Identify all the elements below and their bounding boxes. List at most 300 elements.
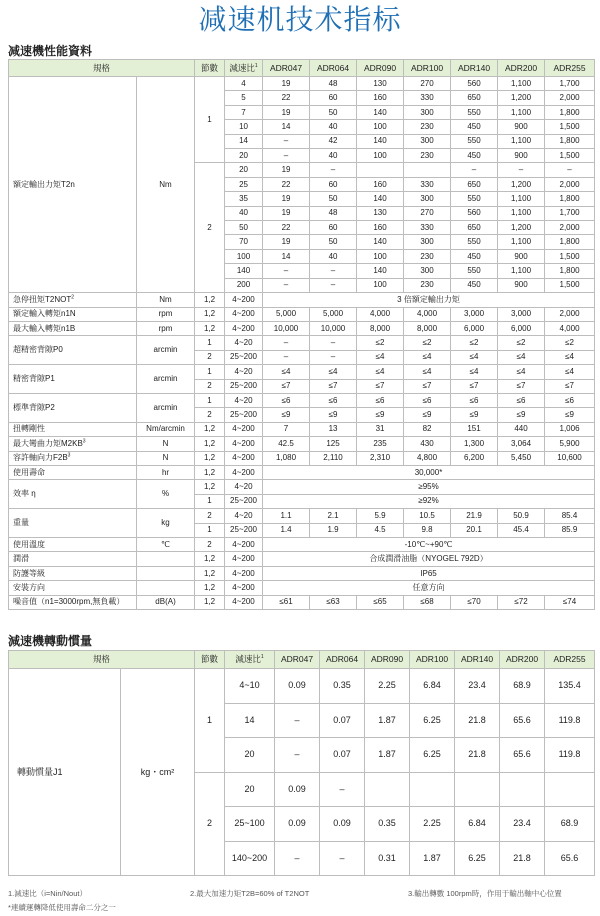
- value-cell: 65.6: [545, 841, 595, 876]
- rated-input-speed-row: [9, 307, 595, 321]
- value-cell: ≤7: [498, 379, 545, 393]
- value-cell: 10,000: [310, 321, 357, 335]
- unit-cell: arcmin: [137, 393, 195, 422]
- stage-cell: 1: [195, 494, 225, 508]
- value-cell: 1,500: [545, 149, 595, 163]
- value-cell: 160: [357, 91, 404, 105]
- ratio-cell: 140: [225, 264, 263, 278]
- value-cell: 6.25: [410, 703, 455, 738]
- value-cell: 45.4: [498, 523, 545, 537]
- value-cell: 4,000: [545, 321, 595, 335]
- value-cell: 100: [357, 278, 404, 292]
- spec-label: 額定輸出力矩T2n: [9, 77, 137, 293]
- stage-cell: 2: [195, 538, 225, 552]
- value-cell: 21.8: [455, 738, 500, 773]
- unit-cell: kg: [137, 509, 195, 538]
- value-cell: 440: [498, 422, 545, 436]
- header-stages: 節數: [195, 651, 225, 669]
- stage-cell: 1: [195, 336, 225, 350]
- value-cell: 450: [451, 120, 498, 134]
- value-cell: 135.4: [545, 669, 595, 704]
- value-cell: ≤9: [545, 408, 595, 422]
- ratio-cell: 140~200: [225, 841, 275, 876]
- ratio-cell: 4~200: [225, 538, 263, 552]
- ratio-cell: 4~200: [225, 595, 263, 609]
- value-cell: 900: [498, 278, 545, 292]
- value-cell: 100: [357, 120, 404, 134]
- stage-cell: 1,2: [195, 566, 225, 580]
- unit-cell: Nm: [137, 77, 195, 293]
- value-cell: ≤9: [310, 408, 357, 422]
- value-cell: 9.8: [404, 523, 451, 537]
- value-cell: 100: [357, 249, 404, 263]
- stage-cell: 1,2: [195, 552, 225, 566]
- ratio-cell: 14: [225, 134, 263, 148]
- value-cell: 50: [310, 105, 357, 119]
- ratio-cell: 20: [225, 149, 263, 163]
- value-cell: 230: [404, 120, 451, 134]
- value-cell: 230: [404, 249, 451, 263]
- spec-label: 急停扭矩T2NOT$^2$: [9, 293, 137, 307]
- value-cell: 1,700: [545, 77, 595, 91]
- value-cell: 23.4: [500, 807, 545, 842]
- header-spec: 規格: [9, 60, 195, 77]
- ratio-cell: 20: [225, 163, 263, 177]
- stage-cell: 2: [195, 379, 225, 393]
- service-life-row: [9, 465, 595, 479]
- performance-header-row: [9, 60, 595, 77]
- value-cell: ≤4: [404, 350, 451, 364]
- value-cell: 10,600: [545, 451, 595, 465]
- header-stages: 節數: [195, 60, 225, 77]
- value-cell: 5,900: [545, 437, 595, 451]
- value-cell: 140: [357, 134, 404, 148]
- value-cell: ≤9: [404, 408, 451, 422]
- value-cell: 450: [451, 149, 498, 163]
- value-cell: ≤7: [357, 379, 404, 393]
- ratio-cell: 4~20: [225, 509, 263, 523]
- emergency-stop-row: [9, 293, 595, 307]
- ratio-cell: 4~10: [225, 669, 275, 704]
- value-cell: [455, 772, 500, 807]
- value-cell: ≤7: [451, 379, 498, 393]
- value-cell: 1,200: [498, 177, 545, 191]
- value-cell: 140: [357, 264, 404, 278]
- ratio-cell: 25~200: [225, 523, 263, 537]
- value-cell: 235: [357, 437, 404, 451]
- value-cell: 230: [404, 149, 451, 163]
- inertia-table: [8, 650, 595, 876]
- performance-table: [8, 59, 595, 610]
- value-cell: 900: [498, 149, 545, 163]
- value-cell: [404, 163, 451, 177]
- value-cell: 430: [404, 437, 451, 451]
- ratio-cell: 70: [225, 235, 263, 249]
- ratio-cell: 4~200: [225, 465, 263, 479]
- value-cell: 1,800: [545, 264, 595, 278]
- header-model: ADR255: [545, 651, 595, 669]
- value-cell: 1,800: [545, 235, 595, 249]
- value-cell: 22: [263, 221, 310, 235]
- value-cell: 1,300: [451, 437, 498, 451]
- value-cell: ≤2: [498, 336, 545, 350]
- stage-cell: 1,2: [195, 293, 225, 307]
- value-cell: 19: [263, 105, 310, 119]
- ratio-cell: 4~20: [225, 393, 263, 407]
- operating-temp-row: [9, 538, 595, 552]
- value-cell: 1,500: [545, 249, 595, 263]
- value-cell: ≤70: [451, 595, 498, 609]
- value-cell: ≤6: [263, 393, 310, 407]
- value-cell: [357, 163, 404, 177]
- ratio-cell: 100: [225, 249, 263, 263]
- value-cell: 1,500: [545, 278, 595, 292]
- value-cell: 14: [263, 120, 310, 134]
- value-cell: 1,800: [545, 192, 595, 206]
- value-cell: 0.09: [320, 807, 365, 842]
- value-cell: 6.25: [410, 738, 455, 773]
- value-cell: –: [263, 134, 310, 148]
- value-cell: 140: [357, 235, 404, 249]
- value-cell: 10.5: [404, 509, 451, 523]
- value-cell: –: [275, 703, 320, 738]
- value-cell: –: [310, 163, 357, 177]
- value-cell: 1.1: [263, 509, 310, 523]
- value-cell: 22: [263, 91, 310, 105]
- value-cell: 1,100: [498, 235, 545, 249]
- stage-cell: 1,2: [195, 581, 225, 595]
- ratio-cell: 25~200: [225, 379, 263, 393]
- stage-cell: 1,2: [195, 480, 225, 494]
- mounting-row: [9, 581, 595, 595]
- value-cell: 550: [451, 264, 498, 278]
- value-cell: ≤2: [404, 336, 451, 350]
- value-cell: 1,800: [545, 134, 595, 148]
- value-cell: 19: [263, 235, 310, 249]
- ratio-cell: 35: [225, 192, 263, 206]
- value-cell: 42: [310, 134, 357, 148]
- unit-cell: %: [137, 480, 195, 509]
- spec-label: 潤滑: [9, 552, 137, 566]
- header-model: ADR047: [263, 60, 310, 77]
- value-cell: 230: [404, 278, 451, 292]
- value-cell: 0.31: [365, 841, 410, 876]
- ratio-cell: 4~20: [225, 365, 263, 379]
- value-cell: 160: [357, 221, 404, 235]
- value-cell: 2.25: [365, 669, 410, 704]
- performance-section-title: 减速機性能資料: [8, 44, 93, 58]
- value-cell: 2,000: [545, 307, 595, 321]
- ratio-cell: 4~20: [225, 480, 263, 494]
- unit-cell: [137, 566, 195, 580]
- value-cell: 6.25: [455, 841, 500, 876]
- value-cell: –: [263, 336, 310, 350]
- value-cell: 3,000: [498, 307, 545, 321]
- value-cell: 4,800: [404, 451, 451, 465]
- footnote-continuous-operation: *連續運轉降低使用壽命二分之一: [8, 903, 116, 912]
- stage-cell: 1: [195, 669, 225, 773]
- header-model: ADR100: [404, 60, 451, 77]
- value-cell: 13: [310, 422, 357, 436]
- value-cell: ≤6: [545, 393, 595, 407]
- value-cell: [500, 772, 545, 807]
- value-cell: 270: [404, 77, 451, 91]
- value-cell: 151: [451, 422, 498, 436]
- value-cell: 7: [263, 422, 310, 436]
- page-title: 减速机技术指标: [198, 3, 402, 36]
- ratio-cell: 25~100: [225, 807, 275, 842]
- value-cell: 550: [451, 105, 498, 119]
- value-cell: 1,006: [545, 422, 595, 436]
- ratio-cell: 25: [225, 177, 263, 191]
- value-cell: –: [310, 350, 357, 364]
- unit-cell: arcmin: [137, 365, 195, 394]
- value-cell: ≤9: [263, 408, 310, 422]
- value-cell: ≤68: [404, 595, 451, 609]
- value-cell: –: [275, 738, 320, 773]
- value-cell: ≤9: [498, 408, 545, 422]
- value-cell: 100: [357, 149, 404, 163]
- unit-cell: arcmin: [137, 336, 195, 365]
- value-cell: 85.4: [545, 509, 595, 523]
- spec-label: 使用溫度: [9, 538, 137, 552]
- ratio-cell: 50: [225, 221, 263, 235]
- ratio-cell: 4~200: [225, 581, 263, 595]
- value-cell: ≤7: [545, 379, 595, 393]
- value-cell: 4.5: [357, 523, 404, 537]
- value-cell: [410, 772, 455, 807]
- value-cell: 1,100: [498, 206, 545, 220]
- ratio-cell: 4: [225, 77, 263, 91]
- header-model: ADR064: [310, 60, 357, 77]
- ratio-cell: 10: [225, 120, 263, 134]
- backlash-p0-row: [9, 336, 595, 350]
- value-cell: 1.87: [365, 738, 410, 773]
- header-model: ADR255: [545, 60, 595, 77]
- value-cell: 330: [404, 221, 451, 235]
- value-cell: 450: [451, 249, 498, 263]
- value-cell: 6,000: [451, 321, 498, 335]
- spec-label: 容許軸向力$F2B^3$: [9, 451, 137, 465]
- value-cell: 10,000: [263, 321, 310, 335]
- value-cell: ≤4: [310, 365, 357, 379]
- backlash-p2-row: [9, 393, 595, 407]
- value-cell: 0.35: [365, 807, 410, 842]
- stage-cell: 2: [195, 408, 225, 422]
- stage-cell: 1: [195, 393, 225, 407]
- value-cell: 3,064: [498, 437, 545, 451]
- span-value-cell: IP65: [263, 566, 595, 580]
- value-cell: 50: [310, 235, 357, 249]
- value-cell: 0.09: [275, 669, 320, 704]
- header-spec: 規格: [9, 651, 195, 669]
- header-model: ADR090: [357, 60, 404, 77]
- value-cell: 900: [498, 249, 545, 263]
- stage-cell: 1: [195, 365, 225, 379]
- value-cell: 1,100: [498, 264, 545, 278]
- value-cell: [365, 772, 410, 807]
- value-cell: 270: [404, 206, 451, 220]
- unit-cell: rpm: [137, 321, 195, 335]
- stage-cell: 2: [195, 163, 225, 293]
- span-value-cell: ≥95%: [263, 480, 595, 494]
- value-cell: 40: [310, 249, 357, 263]
- value-cell: 8,000: [404, 321, 451, 335]
- stage-cell: 1,2: [195, 465, 225, 479]
- value-cell: ≤6: [498, 393, 545, 407]
- value-cell: –: [498, 163, 545, 177]
- header-model: ADR200: [500, 651, 545, 669]
- unit-cell: hr: [137, 465, 195, 479]
- protection-row: [9, 566, 595, 580]
- value-cell: 450: [451, 278, 498, 292]
- lubrication-row: [9, 552, 595, 566]
- value-cell: 300: [404, 134, 451, 148]
- footnote-ratio: 1.減速比（i=Nin/Nout）: [8, 889, 87, 898]
- value-cell: 2,000: [545, 91, 595, 105]
- value-cell: 6.84: [410, 669, 455, 704]
- value-cell: 900: [498, 120, 545, 134]
- header-model: ADR090: [365, 651, 410, 669]
- span-value-cell: 30,000*: [263, 465, 595, 479]
- spec-label: 額定輸入轉矩n1N: [9, 307, 137, 321]
- value-cell: –: [310, 336, 357, 350]
- value-cell: 85.9: [545, 523, 595, 537]
- span-value-cell: 3 倍額定輸出力矩: [263, 293, 595, 307]
- value-cell: 1.9: [310, 523, 357, 537]
- spec-label: 最大輸入轉矩n1B: [9, 321, 137, 335]
- value-cell: 48: [310, 206, 357, 220]
- span-value-cell: 任意方向: [263, 581, 595, 595]
- value-cell: 1.4: [263, 523, 310, 537]
- value-cell: 140: [357, 105, 404, 119]
- ratio-cell: 20: [225, 738, 275, 773]
- value-cell: [545, 772, 595, 807]
- stage-cell: 1,2: [195, 321, 225, 335]
- value-cell: 2,310: [357, 451, 404, 465]
- value-cell: 330: [404, 91, 451, 105]
- value-cell: ≤4: [545, 365, 595, 379]
- ratio-cell: 40: [225, 206, 263, 220]
- value-cell: 6,000: [498, 321, 545, 335]
- value-cell: 160: [357, 177, 404, 191]
- value-cell: ≤9: [357, 408, 404, 422]
- span-value-cell: ≥92%: [263, 494, 595, 508]
- value-cell: 65.6: [500, 703, 545, 738]
- value-cell: 5.9: [357, 509, 404, 523]
- weight-row: [9, 509, 595, 523]
- footnote-output-speed: 3.輸出轉數 100rpm時，作用于輸出軸中心位置: [408, 889, 562, 898]
- value-cell: 0.07: [320, 738, 365, 773]
- unit-cell: kg・cm²: [121, 669, 195, 876]
- table-row: [9, 77, 595, 91]
- value-cell: ≤72: [498, 595, 545, 609]
- max-bending-moment-row: [9, 437, 595, 451]
- ratio-cell: 7: [225, 105, 263, 119]
- value-cell: 2.25: [410, 807, 455, 842]
- value-cell: 300: [404, 105, 451, 119]
- value-cell: 1,700: [545, 206, 595, 220]
- value-cell: ≤63: [310, 595, 357, 609]
- spec-label: 使用壽命: [9, 465, 137, 479]
- value-cell: 4,000: [357, 307, 404, 321]
- unit-cell: [137, 581, 195, 595]
- unit-cell: dB(A): [137, 595, 195, 609]
- ratio-cell: 25~200: [225, 408, 263, 422]
- unit-cell: Nm/arcmin: [137, 422, 195, 436]
- footnote-max-accel-torque: 2.最大加速力矩T2B=60% of T2NOT: [190, 889, 310, 898]
- value-cell: 31: [357, 422, 404, 436]
- ratio-cell: 4~20: [225, 336, 263, 350]
- value-cell: –: [263, 278, 310, 292]
- value-cell: 20.1: [451, 523, 498, 537]
- value-cell: 560: [451, 206, 498, 220]
- value-cell: 42.5: [263, 437, 310, 451]
- max-input-speed-row: [9, 321, 595, 335]
- value-cell: 60: [310, 221, 357, 235]
- value-cell: –: [275, 841, 320, 876]
- value-cell: 19: [263, 77, 310, 91]
- ratio-cell: 4~200: [225, 321, 263, 335]
- value-cell: 19: [263, 206, 310, 220]
- value-cell: 0.09: [275, 807, 320, 842]
- value-cell: ≤7: [310, 379, 357, 393]
- header-model: ADR064: [320, 651, 365, 669]
- spec-label: 效率 η: [9, 480, 137, 509]
- value-cell: 300: [404, 192, 451, 206]
- header-model: ADR140: [455, 651, 500, 669]
- value-cell: 19: [263, 192, 310, 206]
- stage-cell: 1: [195, 77, 225, 163]
- value-cell: 82: [404, 422, 451, 436]
- value-cell: 0.07: [320, 703, 365, 738]
- stage-cell: 2: [195, 509, 225, 523]
- value-cell: –: [263, 350, 310, 364]
- value-cell: 2,000: [545, 177, 595, 191]
- value-cell: –: [320, 772, 365, 807]
- unit-cell: rpm: [137, 307, 195, 321]
- unit-cell: N: [137, 437, 195, 451]
- value-cell: 2,110: [310, 451, 357, 465]
- value-cell: 65.6: [500, 738, 545, 773]
- value-cell: 130: [357, 206, 404, 220]
- value-cell: 19: [263, 163, 310, 177]
- value-cell: –: [310, 264, 357, 278]
- value-cell: –: [263, 149, 310, 163]
- stage-cell: 1,2: [195, 451, 225, 465]
- value-cell: 140: [357, 192, 404, 206]
- spec-label: 標準背隙P2: [9, 393, 137, 422]
- value-cell: –: [320, 841, 365, 876]
- value-cell: ≤74: [545, 595, 595, 609]
- header-model: ADR140: [451, 60, 498, 77]
- ratio-cell: 4~200: [225, 451, 263, 465]
- value-cell: 1,100: [498, 77, 545, 91]
- value-cell: ≤4: [451, 365, 498, 379]
- value-cell: 650: [451, 221, 498, 235]
- value-cell: 1.87: [410, 841, 455, 876]
- value-cell: 3,000: [451, 307, 498, 321]
- inertia-section-title: 減速機轉動慣量: [8, 634, 93, 648]
- value-cell: 21.9: [451, 509, 498, 523]
- value-cell: 1,800: [545, 105, 595, 119]
- value-cell: 14: [263, 249, 310, 263]
- value-cell: 550: [451, 134, 498, 148]
- ratio-cell: 25~200: [225, 494, 263, 508]
- spec-label: 防護等級: [9, 566, 137, 580]
- header-model: ADR047: [275, 651, 320, 669]
- unit-cell: Nm: [137, 293, 195, 307]
